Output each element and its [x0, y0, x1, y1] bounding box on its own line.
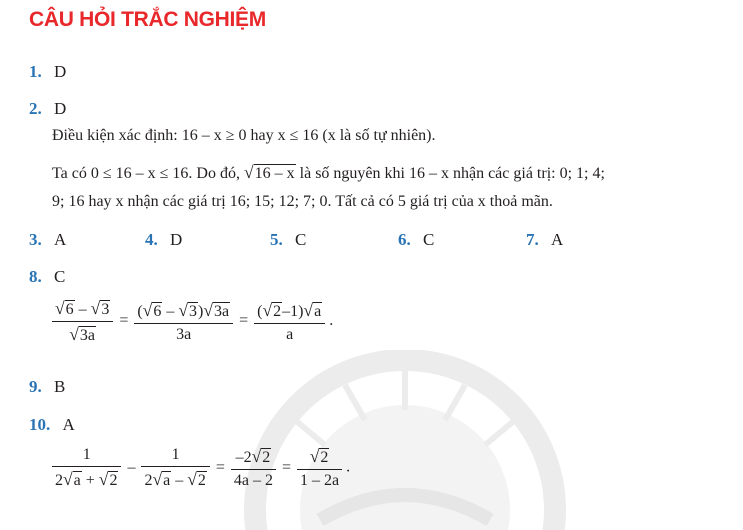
minus-sign: – [127, 458, 136, 476]
q10-fraction-1 [52, 446, 121, 490]
answer-number: 5. [270, 230, 283, 249]
answer-value: A [54, 230, 67, 249]
answer-6 [398, 230, 434, 250]
answer-7 [526, 230, 563, 250]
section-title: CÂU HỎI TRẮC NGHIỆM [29, 8, 266, 31]
equals-sign: = [239, 312, 249, 330]
answer-10 [29, 415, 75, 435]
answer-number: 2. [29, 99, 42, 118]
answer-value: C [423, 230, 435, 249]
answer-1 [29, 62, 66, 82]
q2-text-b: là số nguyên khi 16 – x nhận các giá trị: 0; 1; 4; [299, 165, 605, 182]
denominator: 1 – 2a [300, 472, 340, 489]
q10-fraction-2 [141, 446, 209, 490]
answer-4 [145, 230, 182, 250]
answer-value: D [170, 230, 183, 249]
period: . [346, 458, 351, 476]
equals-sign: = [282, 458, 292, 476]
answer-number: 1. [29, 62, 42, 81]
q10-fraction-4 [297, 446, 342, 490]
denominator: 2√a – √2 [144, 469, 206, 489]
q8-fraction-1 [52, 298, 113, 345]
denominator: √3a [69, 324, 96, 344]
denominator: 3a [176, 325, 192, 343]
answer-5 [270, 230, 306, 250]
answer-value: C [295, 230, 307, 249]
q8-equation [52, 298, 333, 345]
answer-number: 9. [29, 377, 42, 396]
answers-row-3-7 [29, 230, 629, 252]
equals-sign: = [215, 458, 225, 476]
answer-value: A [62, 415, 75, 434]
numerator: √6 – √3 [52, 298, 113, 322]
answer-2 [29, 99, 66, 119]
q2-reasoning-line [52, 162, 605, 183]
answer-number: 10. [29, 415, 51, 434]
answer-number: 7. [526, 230, 539, 249]
q8-fraction-2 [134, 300, 233, 344]
q10-fraction-3 [231, 446, 276, 490]
numerator: √2 [297, 446, 342, 470]
numerator: 1 [141, 446, 209, 467]
numerator: (√2–1)√a [254, 300, 325, 324]
q8-fraction-3 [254, 300, 325, 344]
numerator: 1 [52, 446, 121, 467]
answer-number: 3. [29, 230, 42, 249]
answer-number: 8. [29, 267, 42, 286]
numerator: –2√2 [231, 446, 276, 470]
answer-9 [29, 377, 65, 397]
answer-value: D [54, 62, 67, 81]
radicand: 16 – x [254, 165, 295, 182]
equals-sign: = [119, 312, 129, 330]
answer-number: 6. [398, 230, 411, 249]
answer-value: A [551, 230, 564, 249]
denominator: 2√a + √2 [55, 469, 118, 489]
q2-conclusion-line: 9; 16 hay x nhận các giá trị 16; 15; 12; 7; 0. Tất cả có 5 giá trị của x thoả mãn. [52, 193, 553, 210]
answer-value: D [54, 99, 67, 118]
period: . [329, 312, 334, 330]
q10-equation [52, 446, 350, 490]
publisher-logo-watermark [170, 350, 640, 530]
answer-value: C [54, 267, 66, 286]
denominator: a [286, 325, 294, 343]
answer-8 [29, 267, 65, 287]
numerator: (√6 – √3)√3a [134, 300, 233, 324]
answer-value: B [54, 377, 66, 396]
denominator: 4a – 2 [233, 472, 274, 489]
answer-number: 4. [145, 230, 158, 249]
q2-text-a: Ta có 0 ≤ 16 – x ≤ 16. Do đó, [52, 165, 240, 182]
sqrt-expression: √16 – x [243, 162, 295, 182]
q2-condition-line: Điều kiện xác định: 16 – x ≥ 0 hay x ≤ 16 (x là số tự nhiên). [52, 127, 436, 144]
answer-3 [29, 230, 66, 250]
